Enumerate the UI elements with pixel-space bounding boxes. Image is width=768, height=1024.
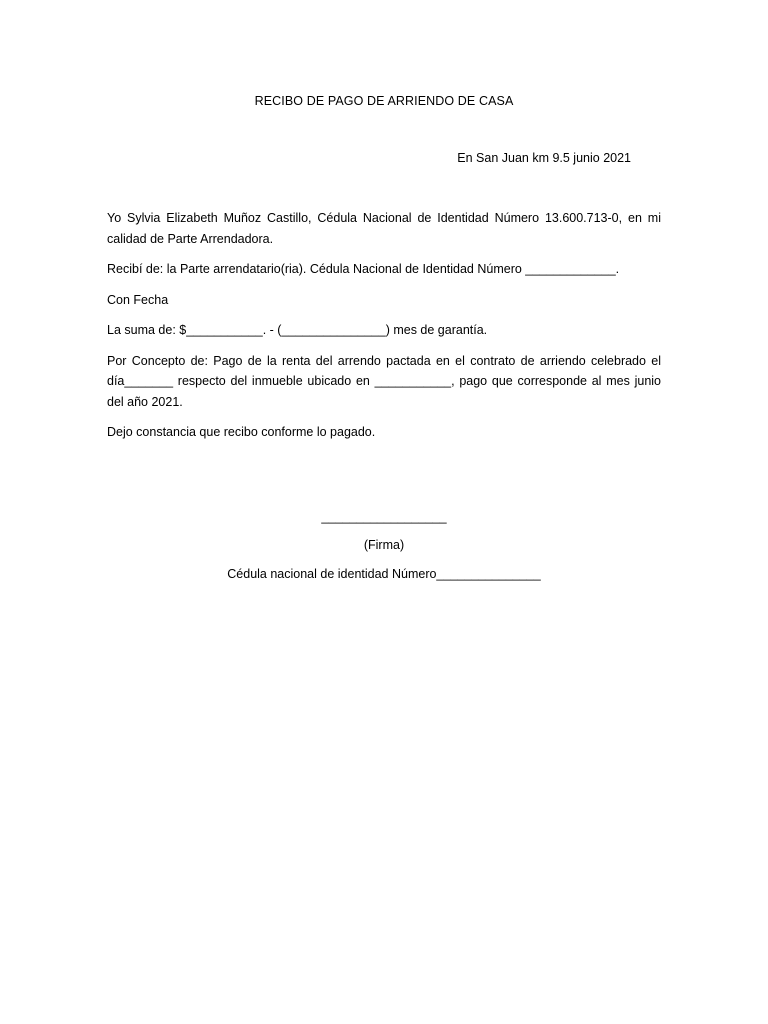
signature-id-line: Cédula nacional de identidad Número_______________ <box>227 567 541 581</box>
signature-label: (Firma) <box>363 538 405 552</box>
paragraph-received-from: Recibí de: la Parte arrendatario(ria). Cédula Nacional de Identidad Número _____________. <box>107 262 620 276</box>
place-date: En San Juan km 9.5 junio 2021 <box>457 151 631 165</box>
signature-line: __________________ <box>321 510 447 524</box>
paragraph-concept: Por Concepto de: Pago de la renta del arrendo pactada en el contrato de arriendo celebrado el día_______ respecto del inmueble ubicado en ___________, pago que corresponde al mes junio del año 2021. <box>107 353 661 409</box>
paragraph-date: Con Fecha <box>107 292 169 307</box>
document-title: RECIBO DE PAGO DE ARRIENDO DE CASA <box>254 94 514 108</box>
document-body <box>107 208 661 453</box>
paragraph-conformity: Dejo constancia que recibo conforme lo pagado. <box>107 425 376 439</box>
paragraph-declarant: Yo Sylvia Elizabeth Muñoz Castillo, Cédula Nacional de Identidad Número 13.600.713-0, en mi calidad de Parte Arrendadora. <box>107 211 661 246</box>
paragraph-amount: La suma de: $___________. - (_______________) mes de garantía. <box>107 323 488 337</box>
